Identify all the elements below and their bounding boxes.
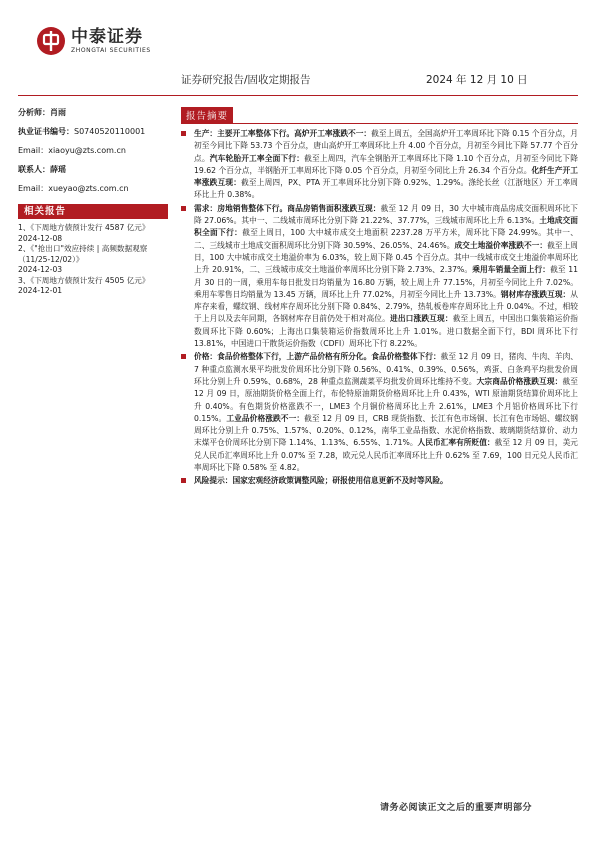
cert-label: 执业证书编号： bbox=[18, 127, 74, 136]
bullet-square-icon bbox=[181, 131, 186, 136]
report-date: 2024 年 12 月 10 日 bbox=[426, 74, 528, 86]
section-text: 截至 12 月 09 日，30 大中城市商品房成交面积周环比下降 27.06%。其中一、二线城市周环比分别下降 21.22%、37.77%，三线城市周环比上升 6.13%。 bbox=[194, 203, 578, 226]
bullet-square-icon bbox=[181, 478, 186, 483]
sidebar bbox=[18, 107, 168, 297]
section-highlight: 生产： bbox=[194, 129, 218, 138]
related-report-item[interactable] bbox=[18, 244, 168, 276]
section-text: 截至上周日，100 大中城市成交土地面积 2237.28 万平方米，周环比下降 24.99%。其中一、二、三线城市土地成交面积周环比分别下降 30.59%、26.05%、24.46%。 bbox=[194, 228, 578, 250]
email-link-1[interactable]: xiaoyu@zts.com.cn bbox=[48, 146, 126, 155]
related-reports-heading: 相关报告 bbox=[18, 204, 168, 219]
email-label-1: Email： bbox=[18, 146, 49, 155]
section-text: 截至上周四，汽车全钢胎开工率周环比下降 1.10 个百分点，月初至今同比下降 19.62 个百分点，半钢胎开工率周环比下降 0.05 个百分点，月初至今同比上升 26.34 个百分点。 bbox=[194, 153, 578, 175]
contact-line bbox=[18, 164, 168, 175]
related-report-title: 2、《"抢出口"效应持续 | 高频数据观察（11/25-12/02）》 bbox=[18, 244, 148, 264]
section-highlight: 钢材库存涨跌互现： bbox=[500, 289, 571, 299]
section-highlight: 汽车轮胎开工率全面下行： bbox=[209, 153, 305, 163]
section-text: 截至 12 月 09 日，猪肉、牛肉、羊肉、7 种重点监测水果平均批发价周环比分别下降 0.56%、0.41%、0.39%、0.56%，鸡蛋、白条鸡平均批发价周环比分别上升 0.59%、0.68%，28 种重点监测蔬菜平均批发价周环比维持不变。 bbox=[194, 352, 578, 386]
production-section bbox=[181, 128, 578, 202]
report-type: 证券研究报告/固收定期报告 bbox=[181, 74, 311, 86]
demand-section bbox=[181, 203, 578, 351]
section-highlight: 需求： bbox=[194, 203, 218, 213]
brand-logo bbox=[36, 26, 151, 56]
related-report-title: 3、《下周地方债预计发行 4505 亿元》 bbox=[18, 275, 150, 285]
summary-divider bbox=[181, 123, 578, 124]
related-report-item[interactable] bbox=[18, 276, 168, 297]
section-text: 截至上周五，中国出口集装箱运价指数周环比下降 0.60%；上海出口集装箱运价指数周环比上升 1.01%。进口数据全面下行，BDI 周环比下行 13.81%，中国进口干散货运价指数（CDFI）周环比下行 8.22%。 bbox=[194, 314, 578, 349]
email-label-2: Email： bbox=[18, 184, 49, 193]
section-highlight: 工业品价格涨跌不一： bbox=[226, 413, 305, 423]
section-highlight: 风险提示： bbox=[194, 476, 233, 486]
email-line-1 bbox=[18, 145, 168, 156]
brand-name-en: ZHONGTAI SECURITIES bbox=[71, 46, 151, 54]
section-highlight: 房地销售整体下行。商品房销售面积涨跌互现： bbox=[217, 203, 381, 213]
section-text: 截至上周四，PX、PTA 开工率周环比分别下降 0.92%、1.29%。涤纶长丝（江浙地区）开工率周环比上升 0.38%。 bbox=[194, 178, 578, 200]
bullet-square-icon bbox=[181, 206, 186, 211]
email-line-2 bbox=[18, 183, 168, 194]
related-report-date: 2024-12-03 bbox=[18, 265, 63, 274]
bullet-square-icon bbox=[181, 354, 186, 359]
section-highlight: 成交土地溢价率涨跌不一： bbox=[454, 240, 548, 250]
related-report-date: 2024-12-08 bbox=[18, 233, 63, 243]
cert-number: S0740520110001 bbox=[74, 127, 146, 136]
brand-name-cn: 中泰证券 bbox=[71, 26, 143, 47]
section-text: 截至上周日，100 大中城市成交土地溢价率为 6.03%，较上周下降 0.45 个百分点。其中一线城市成交土地溢价率周环比上升 20.91%，二、三线城市成交土地溢价率周环比分别下降 2.73%、2.37%。 bbox=[194, 240, 578, 275]
section-highlight: 国家宏观经济政策调整风险；研报使用信息更新不及时等风险。 bbox=[232, 476, 448, 486]
section-highlight: 大宗商品价格涨跌互现： bbox=[476, 376, 563, 386]
section-highlight: 化纤生产开工率涨跌互现： bbox=[194, 165, 578, 188]
header-divider bbox=[18, 95, 578, 96]
contact-label: 联系人： bbox=[18, 165, 50, 174]
zhongtai-logo-icon bbox=[36, 26, 66, 56]
analyst-name: 肖雨 bbox=[50, 108, 66, 117]
cert-line bbox=[18, 126, 168, 137]
section-text: 截至上周五，全国高炉开工率周环比下降 0.15 个百分点，月初至今同比下降 53.73 个百分点，唐山高炉开工率周环比上升 4.00 个百分点，月初至今同比下降 57.77 个百分点。 bbox=[194, 129, 578, 163]
section-highlight: 进出口涨跌互现： bbox=[389, 314, 453, 324]
section-text: 从库存来看，螺纹钢、线材库存周环比分别下降 0.84%、2.79%，热轧板卷库存周环比上升 0.04%。不过，相较于上月以及去年同期，各钢材库存目前仍处于相对高位。 bbox=[194, 289, 578, 324]
section-text: 截至 11 月 30 日的一周，乘用车每日批发日均销量为 16.80 万辆，较上周上升 77.15%，月初至今同比上升 7.02%。乘用车零售日均销量为 13.45 万辆，周环比上升 77.02%，月初至今同比上升 13.73%。 bbox=[194, 265, 578, 299]
section-highlight: 食品价格整体下行，上游产品价格有所分化。食品价格整体下行： bbox=[217, 352, 441, 362]
footer-disclaimer: 请务必阅读正文之后的重要声明部分 bbox=[380, 803, 533, 813]
section-text: 截至 12 月 09 日，CRB 现货指数、长江有色市场铜、长江有色市场铝、螺纹钢周环比分别上升 0.75%、1.57%、0.20%、0.12%，南华工业品指数、水泥价格指数、玻璃期货结算价、动力末煤平仓价周环比分别下降 1.14%、1.13%、6.55%、1.71%。 bbox=[194, 413, 578, 448]
section-highlight: 主要开工率整体下行。高炉开工率涨跌不一： bbox=[217, 129, 372, 138]
section-text: 截至 12 月 09 日，美元兑人民币汇率周环比上升 0.07% 至 7.28，欧元兑人民币汇率周环比上升 0.62% 至 7.69，100 日元兑人民币汇率周环比下降 0.58% 至 4.82。 bbox=[194, 438, 578, 473]
email-link-2[interactable]: xueyao@zts.com.cn bbox=[48, 184, 129, 193]
related-report-item[interactable] bbox=[18, 223, 168, 244]
related-report-date: 2024-12-01 bbox=[18, 286, 63, 295]
section-highlight: 价格： bbox=[194, 352, 218, 362]
risk-section bbox=[181, 475, 578, 487]
section-highlight: 乘用车销量全面上行： bbox=[472, 265, 551, 275]
summary-sections bbox=[181, 128, 578, 488]
section-highlight: 土地成交面积全面下行： bbox=[194, 216, 578, 238]
price-section bbox=[181, 351, 578, 474]
section-text: 截至 12 月 09 日，原油期货价格全面上行，布伦特原油期货价格周环比上升 0.43%，WTI 原油期货结算价周环比上升 0.40%。有色期货价格涨跌不一，LME3 个月铜价格周环比上升 2.61%，LME3 个月铝价格周环比下行 0.15%。 bbox=[194, 376, 578, 423]
section-highlight: 人民币汇率有所贬值： bbox=[417, 438, 495, 448]
related-report-title: 1、《下周地方债预计发行 4587 亿元》 bbox=[18, 223, 150, 232]
analyst-label: 分析师： bbox=[18, 108, 50, 117]
summary-heading: 报告摘要 bbox=[181, 107, 233, 123]
contact-name: 薛瑶 bbox=[50, 165, 66, 174]
analyst-line bbox=[18, 107, 168, 118]
report-summary bbox=[181, 104, 578, 489]
